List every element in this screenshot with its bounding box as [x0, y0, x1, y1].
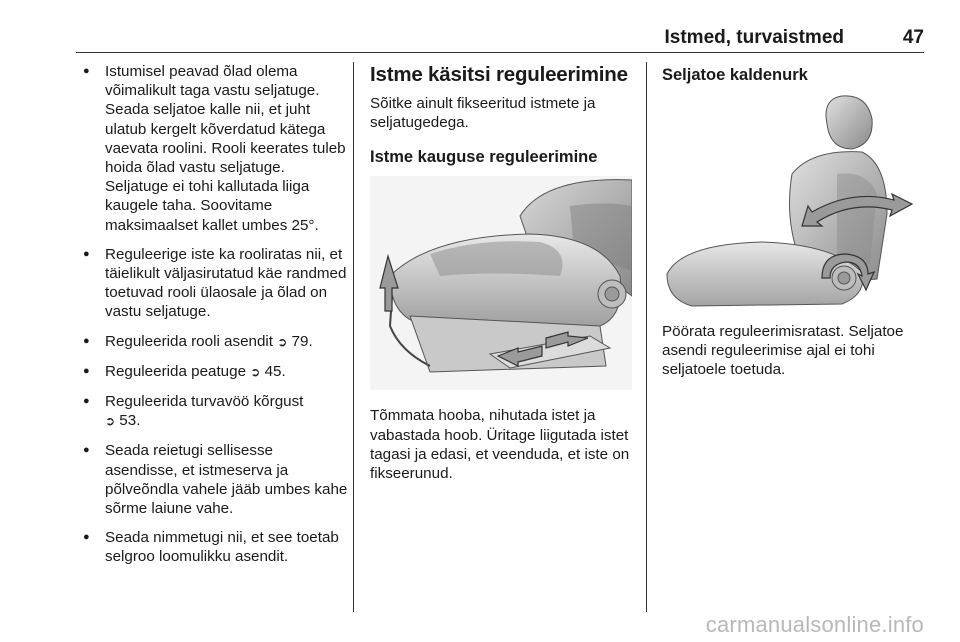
figure-caption: Pöörata reguleerimisratast. Seljatoe asendi reguleerimise ajal ei tohi seljatoele toetuda. — [662, 323, 904, 379]
bullet-text: Reguleerida rooli asendit — [105, 332, 274, 350]
page-number: 47 — [902, 27, 924, 48]
section-heading: Istme käsitsi reguleerimine — [370, 63, 628, 86]
column-3 — [662, 62, 930, 380]
backrest-angle-illustration — [662, 94, 926, 308]
watermark: carmanualsonline.info — [705, 612, 924, 637]
cross-reference-link[interactable]: 53. — [119, 412, 141, 430]
bullet-item — [80, 392, 348, 431]
cross-reference-icon: ➲ — [277, 334, 288, 349]
seat-slide-illustration — [370, 176, 632, 390]
page-header — [76, 0, 924, 52]
column-divider — [646, 62, 647, 612]
column-1 — [80, 62, 348, 577]
intro-text: Sõitke ainult fikseeritud istmete ja seljatugedega. — [370, 95, 596, 132]
subsection-heading: Seljatoe kaldenurk — [662, 66, 808, 84]
header-rule — [76, 52, 924, 53]
bullet-item: ● Istumisel peavad õlad olema võimalikult taga vastu seljatuge. Seada seljatoe kalle nii, et juht ulatub kergelt kõverdatud kätega vaevata roolini. Rooli keerates tuleb hoida õlad vastu seljatuge. Seljatuge ei tohi kallutada liiga kaugele taha. Soovitame maksimaalset kallet umbes 25°. — [80, 62, 348, 235]
figure-caption: Tõmmata hooba, nihutada istet ja vabastada hoob. Üritage liigutada istet tagasi ja edasi, et veenduda, et iste on fikseerunud. — [370, 407, 630, 483]
cross-reference-icon: ➲ — [105, 414, 116, 429]
bullet-item: ● Reguleerige iste ka rooliratas nii, et täielikult väljasirutatud käe randmed toetuvad rooli ülaosale ja õlad on vastu seljatuge. — [80, 245, 348, 322]
cross-reference-link[interactable]: 45. — [264, 362, 286, 380]
column-2 — [370, 62, 636, 483]
cross-reference-icon: ➲ — [250, 364, 261, 379]
bullet-list — [80, 62, 348, 567]
cross-reference-link[interactable]: 79. — [291, 332, 313, 350]
bullet-item: ● Seada reietugi sellisesse asendisse, et istmeserva ja põlveõndla vahele jääb umbes kahe sõrme laiune vahe. — [80, 441, 348, 518]
bullet-text: Reguleerida peatuge — [105, 362, 247, 380]
header-title: Istmed, turvaistmed — [664, 27, 844, 48]
column-divider — [353, 62, 354, 612]
bullet-text: Reguleerida turvavöö kõrgust — [105, 393, 304, 411]
bullet-item — [80, 362, 348, 382]
bullet-item: ● Seada nimmetugi nii, et see toetab selgroo loomulikku asendit. — [80, 528, 348, 566]
backrest-recline-illustration — [662, 94, 926, 308]
bullet-item — [80, 332, 348, 352]
seat-distance-illustration — [370, 176, 632, 390]
subsection-heading: Istme kauguse reguleerimine — [370, 148, 598, 167]
